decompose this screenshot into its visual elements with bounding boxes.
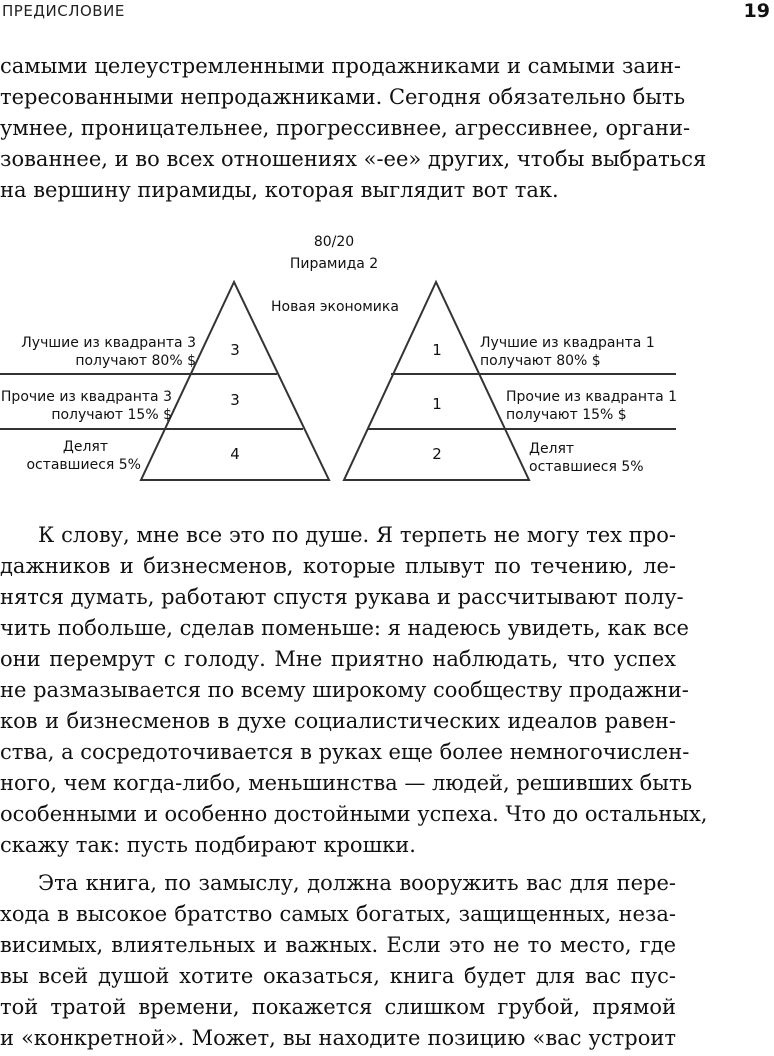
paragraph-2 xyxy=(0,520,708,861)
text-line: и «конкретной». Может, вы находите позицию «вас устроит xyxy=(0,1026,676,1050)
running-head: ПРЕДИСЛОВИЕ xyxy=(2,2,125,20)
text-line: К слову, мне все это по душе. Я терпеть не могу тех про- xyxy=(38,523,676,547)
right-label-top: Лучшие из квадранта 1 получают 80% $ xyxy=(480,335,655,369)
pyramid-diagram xyxy=(0,228,774,498)
left-label-top: Лучшие из квадранта 3 получают 80% $ xyxy=(21,335,196,369)
text-line: скажу так: пусть подбирают крошки. xyxy=(0,833,416,857)
text-line: вы всей душой хотите оказаться, книга будет для вас пус- xyxy=(0,964,676,988)
text-line: нятся думать, работают спустя рукава и рассчитывают полу- xyxy=(0,585,684,609)
text-line: чить побольше, сделав поменьше: я надеюсь увидеть, как все xyxy=(0,616,689,640)
left-tier-number: 4 xyxy=(230,445,240,463)
right-tier-number: 1 xyxy=(432,395,442,413)
text-line: тересованными непродажниками. Сегодня обязательно быть xyxy=(0,85,686,109)
text-line: самыми целеустремленными продажниками и самыми заин- xyxy=(0,54,682,78)
text-line: ков и бизнесменов в духе социалистических идеалов равен- xyxy=(0,709,676,733)
diagram-subtitle: Пирамида 2 xyxy=(289,256,379,272)
text-line: той тратой времени, покажется слишком грубой, прямой xyxy=(0,995,676,1019)
paragraph-3 xyxy=(0,868,676,1054)
text-line: ного, чем когда-либо, меньшинства — людей, решивших быть xyxy=(0,771,693,795)
left-tier-number: 3 xyxy=(230,391,240,409)
left-label-bottom: Делят оставшиеся 5% xyxy=(26,439,141,473)
right-tier-number: 2 xyxy=(432,445,442,463)
text-line: особенными и особенно достойными успеха. Что до остальных, xyxy=(0,802,708,826)
text-line: они перемрут с голоду. Мне приятно наблюдать, что успех xyxy=(0,647,676,671)
text-line: дажников и бизнесменов, которые плывут по течению, ле- xyxy=(0,554,676,578)
text-line: зованнее, и во всех отношениях «-ее» других, чтобы выбраться xyxy=(0,147,707,171)
text-line: хода в высокое братство самых богатых, защищенных, неза- xyxy=(0,902,676,926)
right-label-bottom: Делят оставшиеся 5% xyxy=(529,441,644,475)
text-line: умнее, проницательнее, прогрессивнее, агрессивнее, органи- xyxy=(0,116,691,140)
text-line: не размазывается по всему широкому сообществу продажни- xyxy=(0,678,689,702)
text-line: ства, а сосредоточивается в руках еще более немногочислен- xyxy=(0,740,690,764)
diagram-title: 80/20 xyxy=(313,234,355,250)
left-tier-number: 3 xyxy=(230,341,240,359)
diagram-caption: Новая экономика xyxy=(271,299,399,315)
text-line: Эта книга, по замыслу, должна вооружить вас для пере- xyxy=(38,871,676,895)
right-label-middle: Прочие из квадранта 1 получают 15% $ xyxy=(506,389,678,423)
text-line: висимых, влиятельных и важных. Если это не то место, где xyxy=(0,933,676,957)
right-tier-number: 1 xyxy=(432,341,442,359)
paragraph-1 xyxy=(0,51,707,206)
page-number: 19 xyxy=(743,0,770,22)
left-label-middle: Прочие из квадранта 3 получают 15% $ xyxy=(0,389,172,423)
text-line: на вершину пирамиды, которая выглядит вот так. xyxy=(0,178,559,202)
